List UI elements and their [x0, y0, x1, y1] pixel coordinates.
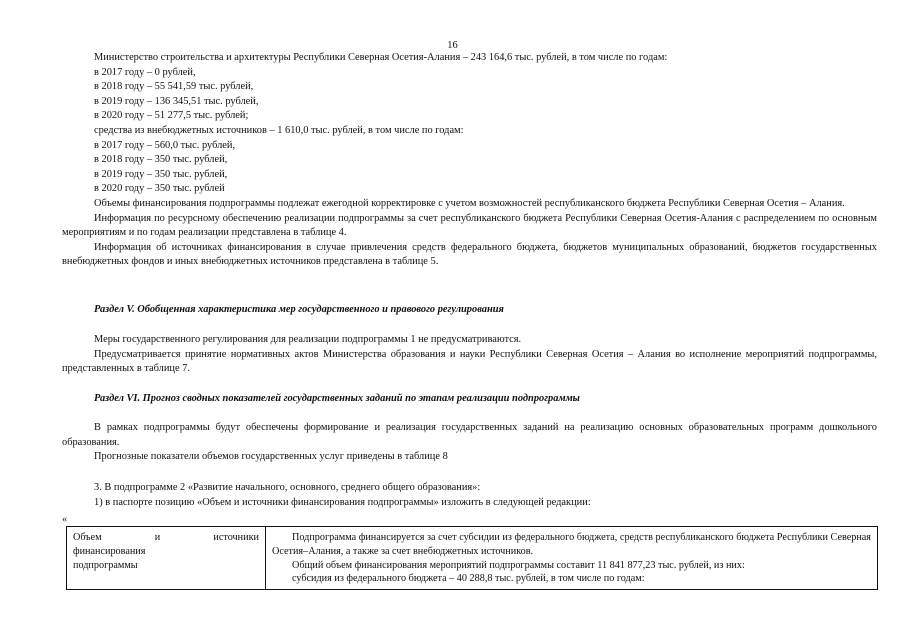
content-line: Общий объем финансирования мероприятий подпрограммы составит 11 841 877,23 тыс. рублей, из них: [292, 559, 745, 571]
table-row [67, 527, 878, 590]
paragraph: Информация об источниках финансирования в случае привлечения средств федерального бюджета, бюджетов муниципальных образований, бюджетов государственных внебюджетных фондов и иных внебюджетных источников представлена в таблице 5. [62, 241, 877, 268]
table-label-cell [67, 527, 266, 590]
label-line: подпрограммы [73, 559, 138, 571]
funding-breakdown [62, 51, 877, 270]
content-paragraph: Подпрограмма финансируется за счет субсидии из федерального бюджета, средств республиканского бюджета Республики Северная Осетия–Алания, а также за счет внебюджетных источников. [272, 532, 871, 557]
section-body [62, 421, 877, 465]
extra-budget-year-line: в 2018 году – 350 тыс. рублей, [94, 154, 228, 166]
amendment-block [62, 481, 877, 510]
section-heading: Раздел VI. Прогноз сводных показателей государственных заданий по этапам реализации подпрограммы [94, 393, 580, 404]
table-content-cell [266, 527, 878, 590]
ministry-year-line: в 2019 году – 136 345,51 тыс. рублей, [94, 95, 259, 107]
label-word: источники [213, 532, 259, 543]
paragraph: Прогнозные показатели объемов государственных услуг приведены в таблице 8 [94, 451, 448, 463]
extra-budget-year-line: в 2020 году – 350 тыс. рублей [94, 183, 225, 195]
paragraph: Меры государственного регулирования для реализации подпрограммы 1 не предусматриваются. [94, 334, 522, 345]
section-body [62, 333, 877, 377]
amendment-item: 3. В подпрограмме 2 «Развитие начального, основного, среднего общего образования»: [94, 482, 481, 493]
amendment-item: 1) в паспорте позицию «Объем и источники финансирования подпрограммы» изложить в следующей редакции: [94, 496, 591, 508]
label-line [73, 531, 259, 545]
paragraph: Информация по ресурсному обеспечению реализации подпрограммы за счет республиканского бюджета Республики Северная Осетия-Алания с распределением по основным мероприятиям и по годам реализации представлена в таблице 4. [62, 212, 877, 239]
ministry-year-line: в 2017 году – 0 рублей, [94, 66, 196, 78]
opening-quote-mark: « [62, 514, 68, 525]
funding-intro: Министерство строительства и архитектуры Республики Северная Осетия-Алания – 243 164,6 тыс. рублей, в том числе по годам: [94, 52, 668, 63]
label-word: и [154, 532, 161, 543]
page-number: 16 [447, 40, 458, 51]
paragraph: В рамках подпрограммы будут обеспечены формирование и реализация государственных заданий на реализацию основных образовательных программ дошкольного образования. [62, 422, 877, 448]
extra-budget-year-line: в 2019 году – 350 тыс. рублей, [94, 168, 228, 180]
paragraph: Объемы финансирования подпрограммы подлежат ежегодной корректировке с учетом возможностей республиканского бюджета Республики Северная Осетия – Алания. [94, 197, 845, 209]
passport-table [66, 526, 878, 590]
extra-budget-intro: средства из внебюджетных источников – 1 610,0 тыс. рублей, в том числе по годам: [94, 124, 464, 136]
ministry-year-line: в 2020 году – 51 277,5 тыс. рублей; [94, 110, 249, 122]
paragraph: Предусматривается принятие нормативных актов Министерства образования и науки Республики Северная Осетия – Алания во исполнение мероприятий подпрограммы, представленных в таблице 7. [62, 348, 877, 375]
ministry-year-line: в 2018 году – 55 541,59 тыс. рублей, [94, 81, 254, 93]
label-word: Объем [73, 532, 102, 543]
section-heading: Раздел V. Обобщенная характеристика мер государственного и правового регулирования [94, 304, 504, 315]
content-line: субсидия из федерального бюджета – 40 288,8 тыс. рублей, в том числе по годам: [292, 573, 645, 585]
extra-budget-year-line: в 2017 году – 560,0 тыс. рублей, [94, 139, 236, 151]
label-line: финансирования [73, 545, 146, 557]
